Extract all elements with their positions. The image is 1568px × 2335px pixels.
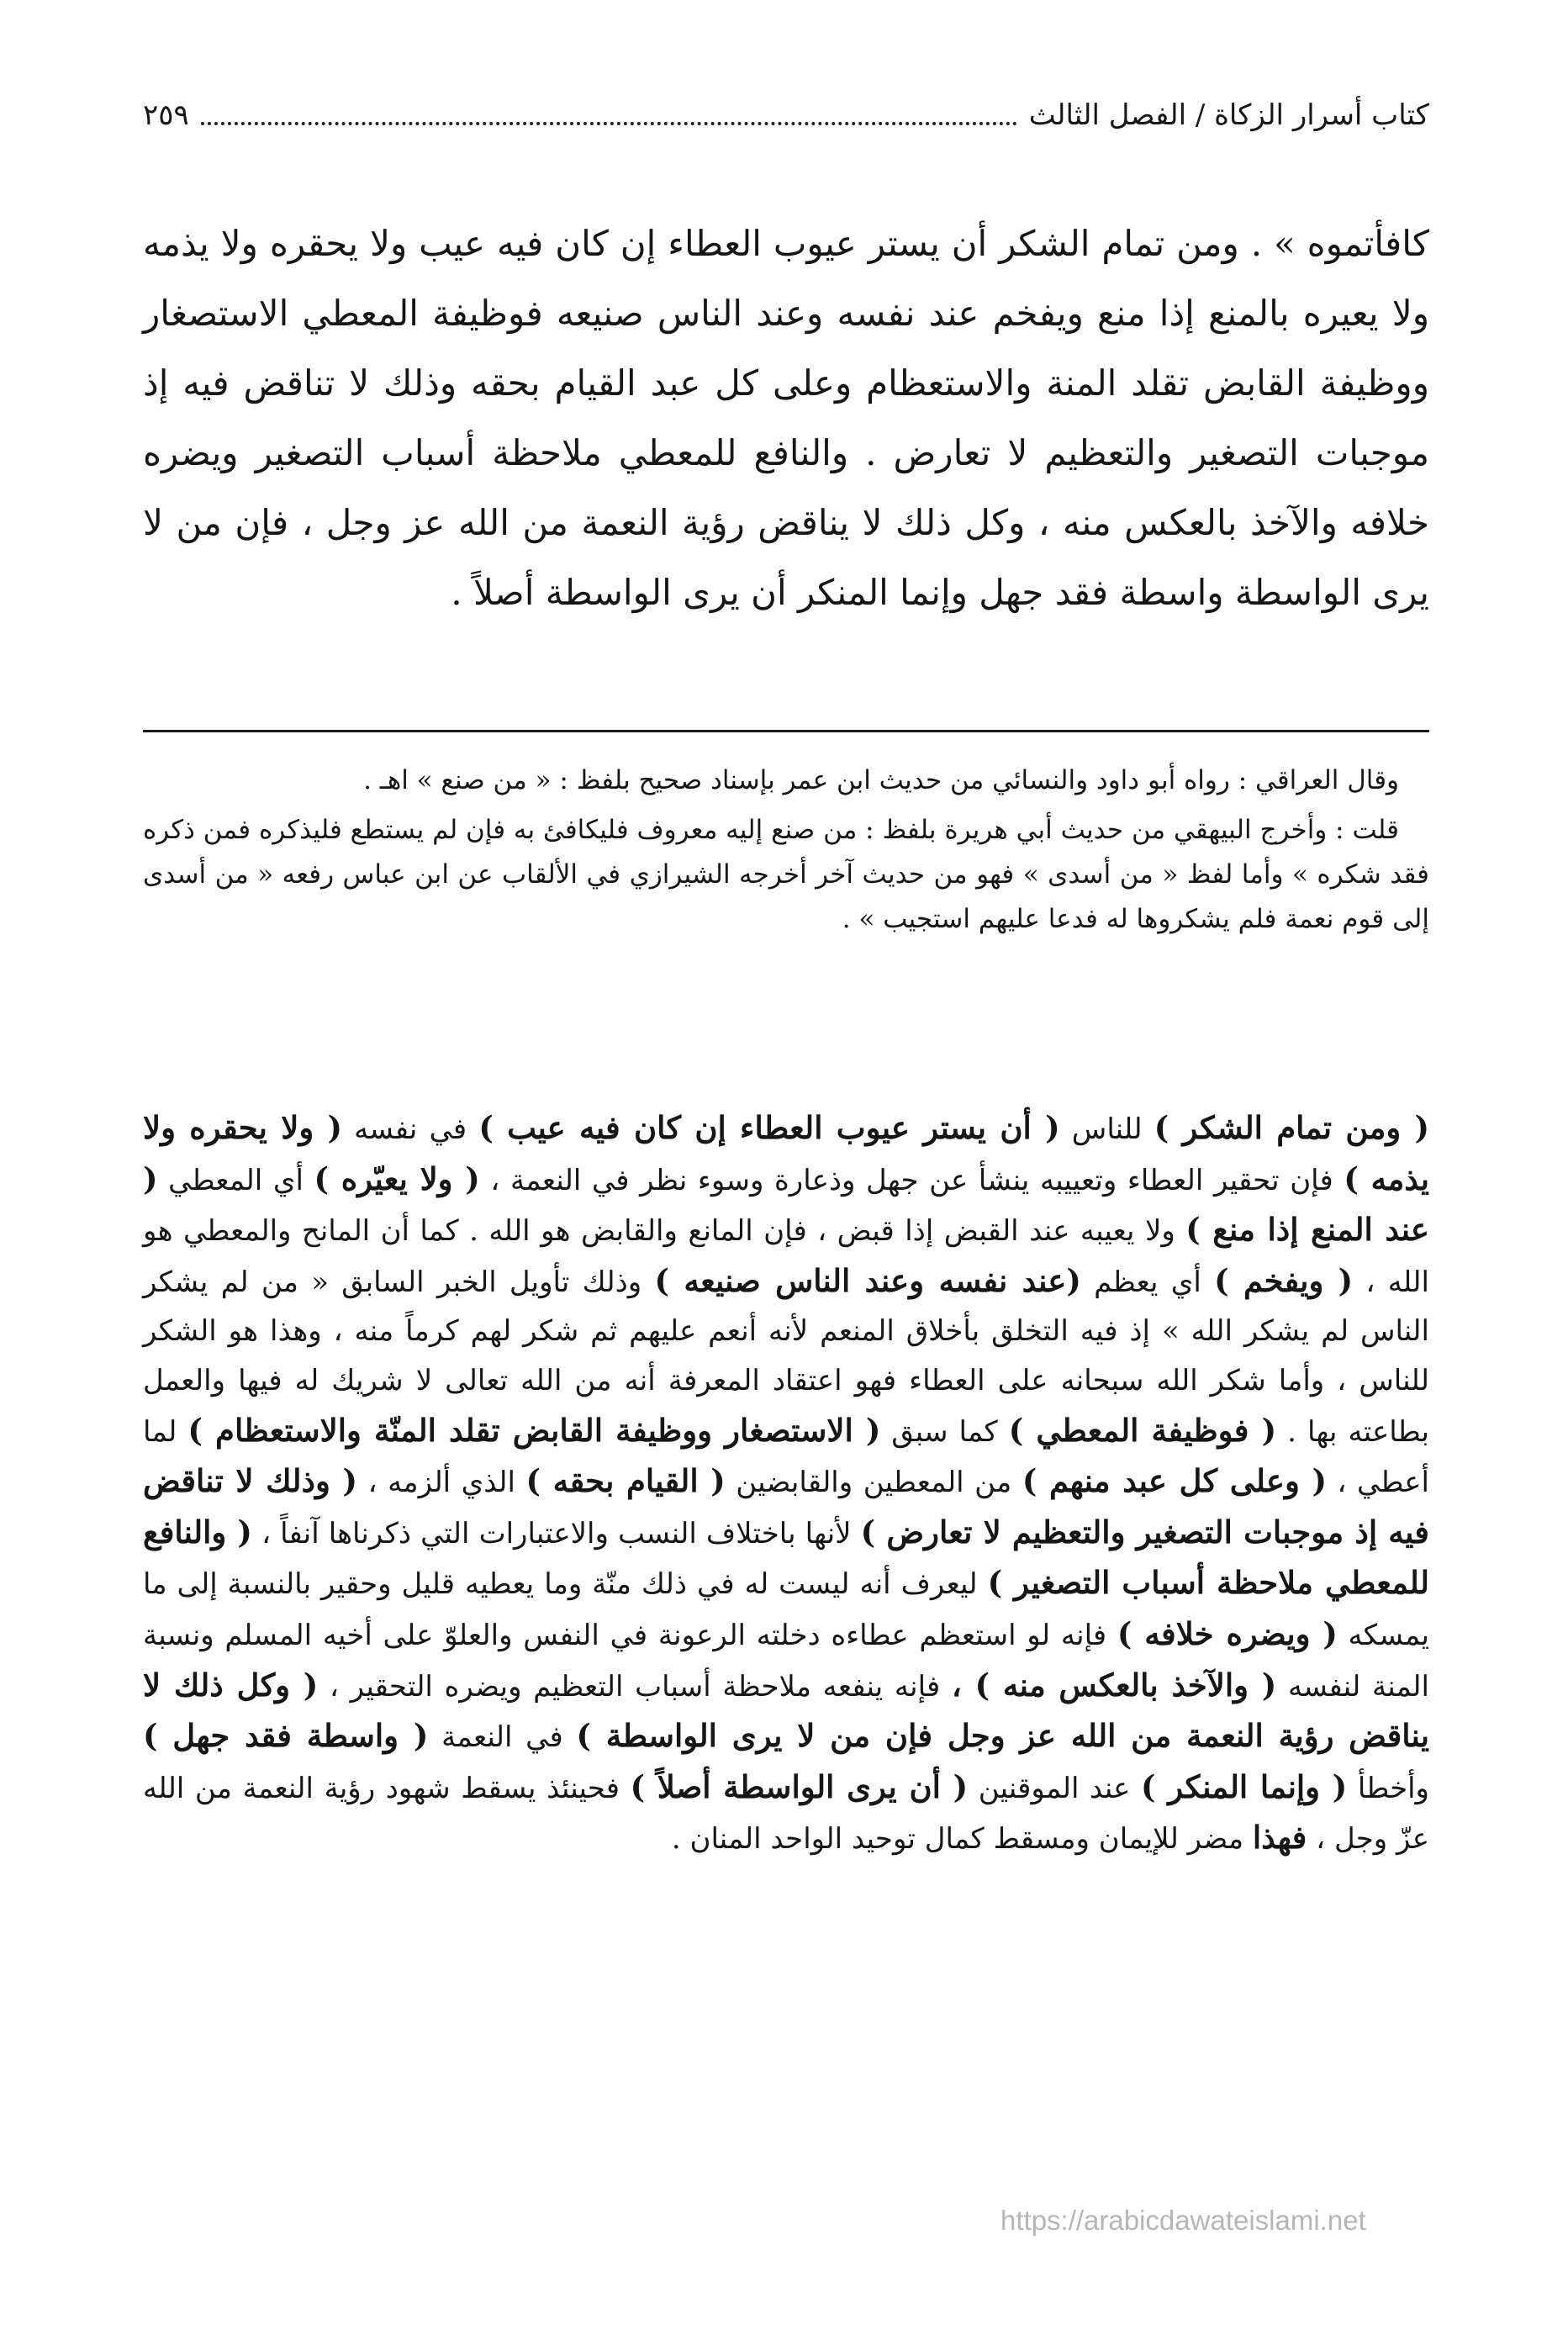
explanation-segment: فحينئذ يسقط شهود رؤية النعمة من الله عزّ وجل ، (143, 1771, 1429, 1857)
explanation-segment: فإنه لو استعظم عطاءه دخلته الرعونة في النفس والعلوّ على أخيه المسلم ونسبة المنة لنفسه (143, 1618, 1429, 1704)
explanation-segment: في نفسه (341, 1112, 479, 1146)
explanation-segment: فإن تحقير العطاء وتعييبه ينشأ عن جهل وذعارة وسوء نظر في النعمة ، (479, 1163, 1344, 1197)
quoted-text-segment: ( أن يرى الواسطة أصلاً ) (630, 1767, 969, 1805)
explanation-segment: أي المعطي (157, 1163, 314, 1197)
quoted-text-segment: ( القيام بحقه ) (525, 1462, 726, 1500)
explanation-segment: الذي ألزمه ، (357, 1466, 526, 1500)
commentary (143, 1103, 1429, 1864)
quoted-text-segment: ( عند المنع إذا منع ) (143, 1160, 1429, 1249)
quoted-text-segment: ( وعلى كل عبد منهم ) (1022, 1462, 1327, 1500)
main-text (143, 209, 1429, 627)
quoted-text-segment: ( وكل ذلك لا يناقض رؤية النعمة من الله عز وجل فإن من لا يرى الواسطة ) (143, 1666, 1429, 1755)
explanation-segment: وذلك تأويل الخبر السابق « من لم يشكر الناس لم يشكر الله » إذ فيه التخلق بأخلاق المنعم لأنه أنعم عليهم ثم شكر لهم كرماً منه ، وهذا هو الشكر للناس ، وأما شكر الله سبحانه على العطاء فهو اعتقاد المعرفة أنه من الله تعالى لا شريك له فيها والعمل بطاعته بها . (143, 1265, 1430, 1449)
quoted-text-segment: ( فوظيفة المعطي ) (1008, 1411, 1277, 1449)
explanation-segment: ولا يعيبه عند القبض إذا قبض ، فإن المانع والقابض هو الله . كما أن المانح والمعطي هو الله ، (143, 1214, 1429, 1299)
explanation-segment: من المعطين والقابضين (725, 1466, 1022, 1500)
explanation-segment: لما أعطي ، (143, 1414, 1430, 1500)
footnote-text: قلت : وأخرج البيهقي من حديث أبي هريرة بلفظ : من صنع إليه معروف فليكافئ به فإن لم يستطع فليذكره فمن ذكره فقد شكره » وأما لفظ « من أسدى » فهو من حديث آخر أخرجه الشيرازي في الألقاب عن ابن عباس رفعه « من أسدى إلى قوم نعمة فلم يشكروها له فدعا عليهم استجيب » . (143, 815, 1429, 934)
explanation-segment: كما سبق (880, 1414, 1009, 1449)
quoted-text-segment: ( ويضره خلافه ) (1117, 1614, 1338, 1652)
header-dotted-leader (201, 122, 1017, 125)
quoted-text-segment: ( ولا يعيّره ) (314, 1160, 480, 1197)
quoted-text-segment: ( ولا يحقره ولا يذمه ) (143, 1109, 1430, 1197)
watermark-url: https://arabicdawateislami.net (1000, 2205, 1366, 2236)
footnote-paragraph (143, 808, 1429, 942)
quoted-text-segment: ( والآخذ بالعكس منه ) ، (951, 1666, 1277, 1704)
quoted-text-segment: ( والنافع للمعطي ملاحظة أسباب التصغير ) (143, 1513, 1429, 1602)
main-paragraph: كافأتموه » . ومن تمام الشكر أن يستر عيوب العطاء إن كان فيه عيب ولا يحقره ولا يذمه ولا يعيره بالمنع إذا منع ويفخم عند نفسه وعند الناس صنيعه فوظيفة المعطي الاستصغار ووظيفة القابض تقلد المنة والاستعظام وعلى كل عبد القيام بحقه وذلك لا تناقض فيه إذ موجبات التصغير والتعظيم لا تعارض . والنافع للمعطي ملاحظة أسباب التصغير ويضره خلافه والآخذ بالعكس منه ، وكل ذلك لا يناقض رؤية النعمة من الله عز وجل ، فإن من لا يرى الواسطة واسطة فقد جهل وإنما المنكر أن يرى الواسطة أصلاً . (143, 223, 1429, 613)
quoted-text-segment: ( ويفخم ) (1214, 1261, 1354, 1299)
footnote-text: وقال العراقي : رواه أبو داود والنسائي من حديث ابن عمر بإسناد صحيح بلفظ : « من صنع » اهـ . (363, 765, 1399, 795)
book-page (143, 0, 1429, 2335)
quoted-text-segment: ( وذلك لا تناقض فيه إذ موجبات التصغير والتعظيم لا تعارض ) (143, 1462, 1429, 1551)
quoted-text-segment: ( واسطة فقد جهل ) (143, 1717, 429, 1755)
explanation-segment: فإنه ينفعه ملاحظة أسباب التعظيم ويضره التحقير ، (318, 1669, 952, 1704)
page-number: ٢٥٩ (143, 98, 189, 132)
explanation-segment: مضر للإيمان ومسقط كمال توحيد الواحد المنان . (671, 1822, 1253, 1857)
explanation-segment: في النعمة (428, 1720, 577, 1755)
quoted-text-segment: ( ومن تمام الشكر ) (1154, 1109, 1429, 1146)
footnotes (143, 758, 1429, 947)
footnote-divider (143, 730, 1429, 732)
quoted-text-segment: ( أن يستر عيوب العطاء إن كان فيه عيب ) (478, 1109, 1060, 1146)
quoted-text-segment: ( وإنما المنكر ) (1141, 1767, 1348, 1805)
quoted-text-segment: فهذا (1252, 1819, 1307, 1857)
explanation-segment: للناس (1059, 1112, 1154, 1146)
explanation-segment: عند الموقنين (968, 1771, 1142, 1805)
quoted-text-segment: ( الاستصغار ووظيفة القابض تقلد المنّة والاستعظام ) (187, 1411, 881, 1449)
explanation-segment: أي يعظم (1080, 1265, 1215, 1299)
explanation-segment: ليعرف أنه ليست له في ذلك منّة وما يعطيه قليل وحقير بالنسبة إلى ما يمسكه (143, 1567, 1430, 1652)
running-header (143, 94, 1429, 136)
header-title: كتاب أسرار الزكاة / الفصل الثالث (1028, 98, 1429, 132)
footnote-paragraph (143, 758, 1429, 803)
explanation-segment: لأنها باختلاف النسب والاعتبارات التي ذكرناها آنفاً ، (251, 1516, 861, 1551)
explanation-segment: وأخطأ (1347, 1771, 1429, 1805)
commentary-paragraph (143, 1103, 1429, 1864)
quoted-text-segment: (عند نفسه وعند الناس صنيعه ) (654, 1261, 1081, 1299)
